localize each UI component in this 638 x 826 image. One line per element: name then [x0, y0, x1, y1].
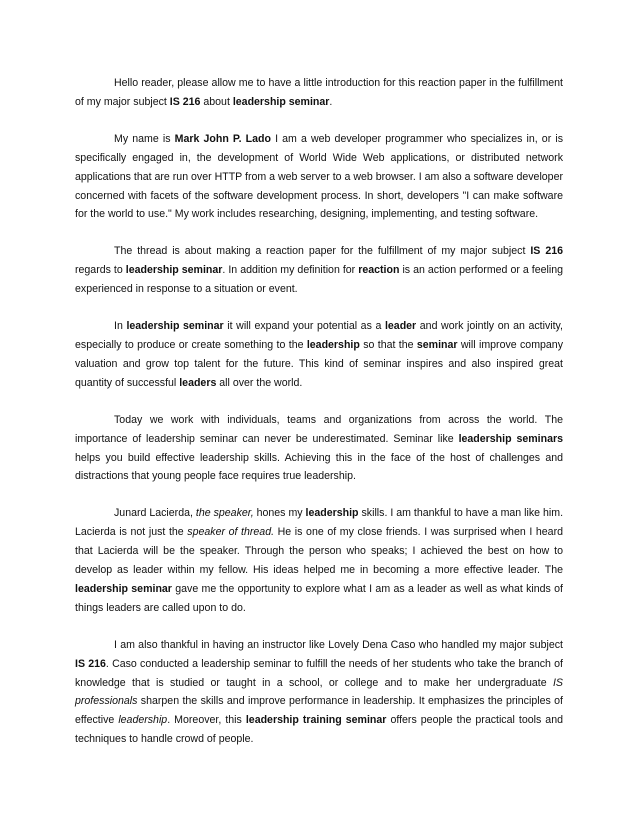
- text-run: Hello reader, please allow me to have a little introduction for this reaction paper in the fulfillment of my major subject: [75, 77, 563, 108]
- text-run-italic: speaker of thread.: [187, 526, 275, 539]
- text-run: . Caso conducted a leadership seminar to fulfill the needs of her students who take the branch of knowledge that is studied or taught in a school, or college and to make her undergraduate: [75, 657, 563, 689]
- text-run-bold: leadership seminar: [232, 95, 330, 108]
- text-run: offers people the practical tools and techniques to handle crowd of people.: [75, 714, 563, 746]
- text-run: Today we work with individuals, teams and organizations from across the world. The importance of leadership seminar can never be underestimated. Seminar like: [75, 413, 563, 445]
- paragraph-organizations: [75, 411, 563, 487]
- text-run-italic: IS professionals: [75, 676, 563, 708]
- text-run: regards to: [75, 264, 126, 277]
- text-run-bold: IS 216: [75, 657, 106, 670]
- text-run: about: [200, 95, 233, 108]
- text-run-bold: IS 216: [169, 95, 201, 108]
- text-run: it will expand your potential as a: [223, 320, 385, 333]
- text-run: .: [329, 95, 333, 108]
- text-run-bold: leaders: [179, 376, 217, 389]
- text-run-bold: leadership seminar: [75, 582, 172, 595]
- text-run: My name is: [114, 132, 175, 145]
- text-run: In: [114, 320, 127, 333]
- text-run: Junard Lacierda,: [114, 507, 196, 520]
- text-run: so that the: [359, 338, 417, 351]
- text-run: all over the world.: [216, 376, 303, 389]
- text-run-bold: leadership: [305, 507, 359, 520]
- text-run: sharpen the skills and improve performance in leadership. It emphasizes the principles of effective: [75, 695, 563, 727]
- text-run: . In addition my definition for: [222, 264, 359, 277]
- text-run-bold: leader: [384, 320, 417, 333]
- text-run-bold: seminar: [416, 338, 458, 351]
- text-run-bold: leadership training seminar: [245, 714, 387, 727]
- text-run: I am a web developer programmer who specializes in, or is specifically engaged in, the development of World Wide Web applications, or distributed network applications that are run over HTTP from a web server to a web browser. I am also a software developer concerned with facets of the software development process. In short, developers "I can make software for the world to use." My work includes researching, designing, implementing, and testing software.: [75, 132, 563, 221]
- paragraph-introduction: [75, 74, 563, 112]
- text-run: skills. I am thankful to have a man like him. Lacierda is not just the: [75, 507, 564, 539]
- text-run: hones my: [253, 507, 306, 520]
- text-run: I am also thankful in having an instructor like Lovely Dena Caso who handled my major subject: [114, 638, 563, 651]
- paragraph-about-author: [75, 130, 563, 225]
- text-run-bold: leadership seminar: [125, 264, 223, 277]
- text-run: will improve company valuation and grow top talent for the future. This kind of seminar inspires and also inspired great quantity of successful: [75, 338, 563, 389]
- document-page: [75, 74, 563, 767]
- text-run: gave me the opportunity to explore what I am as a leader as well as what kinds of things leaders are called upon to do.: [75, 582, 563, 614]
- text-run-bold: leadership seminars: [458, 432, 563, 445]
- text-run-bold: Mark John P. Lado: [174, 132, 271, 145]
- text-run-italic: leadership: [118, 714, 168, 727]
- text-run-bold: leadership seminar: [126, 320, 224, 333]
- text-run: helps you build effective leadership skills. Achieving this in the face of the host of challenges and distractions that young people face requires true leadership.: [75, 451, 563, 483]
- text-run-bold: leadership: [306, 338, 360, 351]
- paragraph-leadership-seminar: [75, 317, 563, 393]
- paragraph-speaker: [75, 504, 563, 617]
- paragraph-instructor: [75, 636, 563, 749]
- text-run: He is one of my close friends. I was surprised when I heard that Lacierda will be the speaker. Through the person who speaks; I achieved the best on how to develop as leader within my fellow. His ideas helped me in becoming a more effective leader. The: [75, 526, 563, 577]
- text-run: The thread is about making a reaction paper for the fulfillment of my major subject: [114, 245, 531, 258]
- text-run: is an action performed or a feeling experienced in response to a situation or event.: [75, 264, 563, 296]
- text-run-italic: the speaker,: [195, 507, 254, 520]
- paragraph-thread: [75, 242, 563, 299]
- text-run: . Moreover, this: [167, 714, 246, 727]
- text-run: and work jointly on an activity, especially to produce or create something to the: [75, 320, 563, 351]
- text-run-bold: IS 216: [530, 245, 563, 258]
- text-run-bold: reaction: [358, 264, 400, 277]
